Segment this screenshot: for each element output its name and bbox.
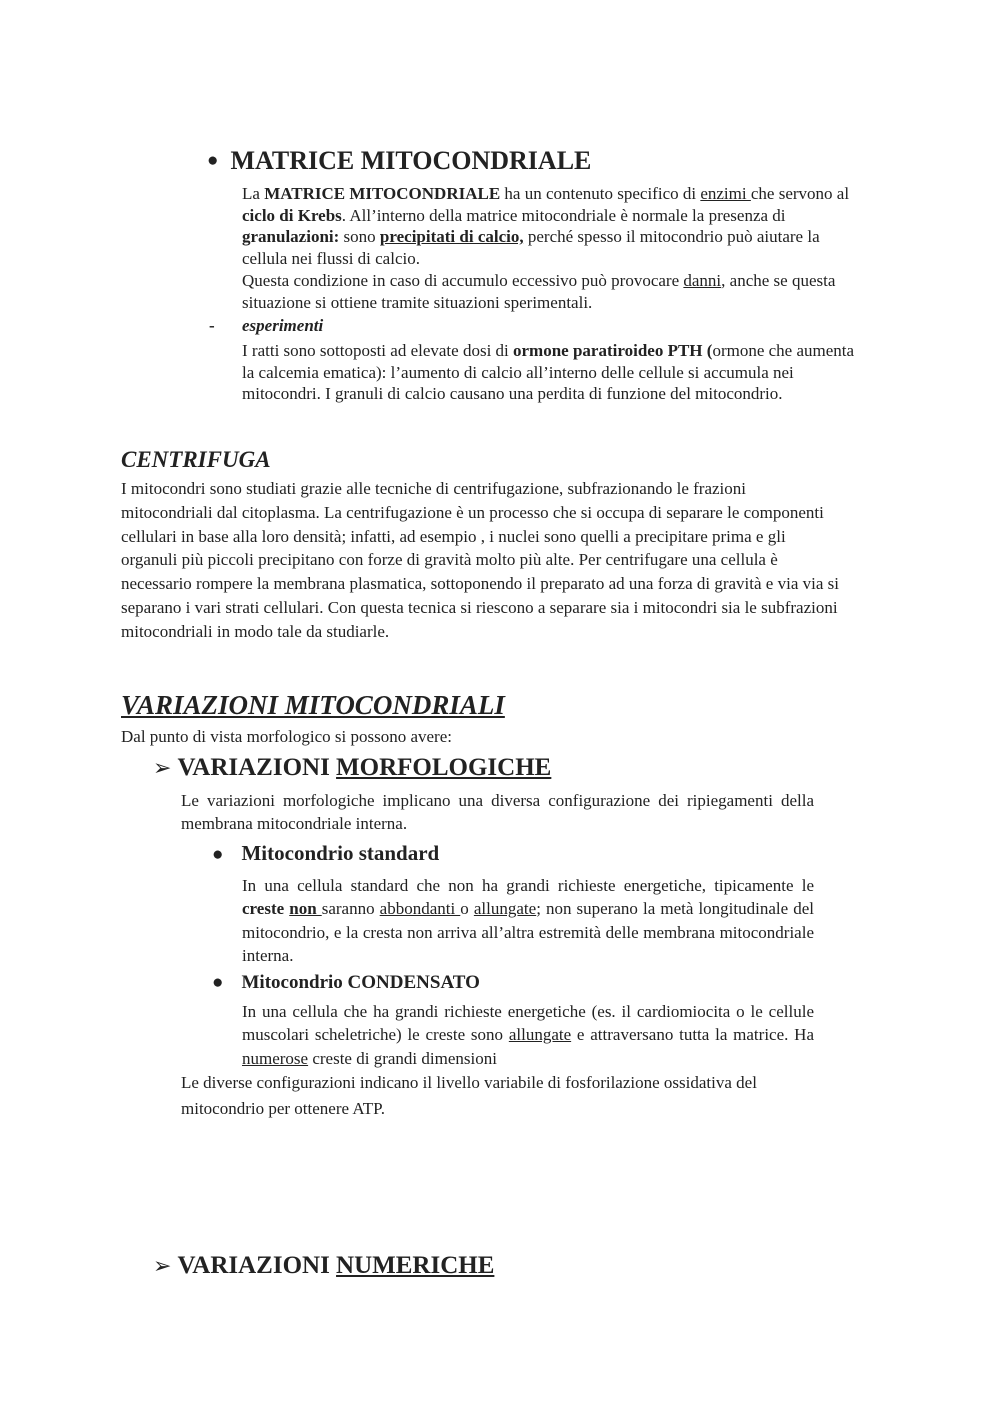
subheading-keyword: NUMERICHE <box>336 1252 495 1279</box>
bullet-icon: ● <box>212 844 224 865</box>
condensato-paragraph <box>242 1000 814 1070</box>
bullet-icon: ● <box>212 972 224 993</box>
section-heading-centrifuga: CENTRIFUGA <box>121 447 271 472</box>
text-run: perché spesso il mitocondrio può aiutare la cellula nei flussi di calcio. <box>242 227 820 268</box>
section-heading-matrice <box>207 146 591 176</box>
esperimenti-label: esperimenti <box>242 316 324 335</box>
text-run: La <box>242 184 265 203</box>
text-run: precipitati di calcio, <box>379 227 524 246</box>
matrice-paragraph-1 <box>242 183 862 269</box>
text-run: In una cellula standard che non ha grandi richieste energetiche, tipicamente le <box>242 876 814 895</box>
text-run: che servono al <box>750 184 850 203</box>
text-run: ; non superano la metà longitudinale del mitocondrio, e la cresta non arriva all’altra estremità delle membrana mitocondriale interna. <box>242 899 815 965</box>
text-run: . All’interno della matrice mitocondriale è normale la presenza di <box>341 205 786 225</box>
text-run: , anche se questa situazione si ottiene tramite situazioni sperimentali. <box>242 271 836 312</box>
text-run: In una cellula che ha grandi richieste energetiche (es. il cardiomiocita o le cellule muscolari scheletriche) le creste sono <box>242 1002 814 1045</box>
text-run: granulazioni: <box>242 227 340 246</box>
section-heading-variazioni: VARIAZIONI MITOCONDRIALI <box>121 690 505 720</box>
text-run: ciclo di Krebs <box>242 205 342 225</box>
text-run: ormone che aumenta la calcemia ematica): l’aumento di calcio all’interno delle cellule si accumula nei mitocondri. I granuli di calcio causano una perdita di funzione del mitocondrio. <box>242 341 855 403</box>
text-run: ormone paratiroideo PTH ( <box>513 341 713 360</box>
matrice-paragraph-2 <box>242 270 862 313</box>
variazioni-intro: Dal punto di vista morfologico si possono avere: <box>121 727 452 746</box>
text-run: allungate <box>508 1025 572 1045</box>
text-run: ha un contenuto specifico di <box>500 184 701 203</box>
text-run: danni <box>683 271 722 290</box>
diverse-configurazioni-paragraph: Le diverse configurazioni indicano il livello variabile di fosforilazione ossidativa del mitocondrio per ottenere ATP. <box>181 1073 757 1118</box>
text-run: MATRICE MITOCONDRIALE <box>264 184 501 203</box>
esperimenti-paragraph <box>242 340 862 405</box>
subheading-prefix: VARIAZIONI <box>177 754 337 781</box>
centrifuga-paragraph: I mitocondri sono studiati grazie alle tecniche di centrifugazione, subfrazionando le frazioni mitocondriali dal citoplasma. La centrifugazione è un processo che si occupa di separare le componenti cellulari in base alla loro densità; infatti, ad esempio , i nuclei sono quelli a precipitare prima e gli organuli più piccoli precipitano con forze di gravità molto più alte. Per centrifugare una cellula è necessario rompere la membrana plasmatica, sottoponendo il preparato ad una forza di gravità e via via si separano i vari strati cellulari. Con questa tecnica si riescono a separare sia i mitocondri sia le subfrazioni mitocondriali in modo tale da studiarle. <box>121 479 839 641</box>
bullet-icon: ● <box>207 150 219 171</box>
text-run: sono <box>339 227 380 246</box>
text-run: saranno <box>321 899 380 919</box>
subheading-keyword: MORFOLOGICHE <box>336 754 552 781</box>
text-run: enzimi <box>700 184 751 203</box>
text-run: e attraversano tutta la matrice. Ha <box>571 1025 814 1045</box>
text-run: numerose <box>242 1048 309 1068</box>
text-run: non <box>289 899 322 919</box>
dash-marker: - <box>209 316 215 335</box>
heading-mitocondrio-condensato <box>212 972 480 994</box>
heading-mitocondrio-standard <box>212 841 439 866</box>
subheading-prefix: VARIAZIONI <box>177 1252 337 1279</box>
subheading-numeriche <box>153 1252 494 1280</box>
text-run: I ratti sono sottoposti ad elevate dosi di <box>242 341 514 360</box>
text-run: o <box>460 899 474 919</box>
text-run: creste <box>242 899 285 919</box>
text-run: abbondanti <box>379 899 461 919</box>
heading-text: Mitocondrio CONDENSATO <box>241 972 480 993</box>
text-run: Questa condizione in caso di accumulo eccessivo può provocare <box>242 271 684 290</box>
arrow-bullet-icon: ➢ <box>153 1254 172 1279</box>
morfologiche-paragraph: Le variazioni morfologiche implicano una diversa configurazione dei ripiegamenti della membrana mitocondriale interna. <box>181 791 814 833</box>
text-run: allungate <box>473 899 537 919</box>
heading-text: MATRICE MITOCONDRIALE <box>230 146 592 175</box>
heading-text: Mitocondrio standard <box>241 841 440 865</box>
standard-paragraph <box>242 874 814 967</box>
subheading-morfologiche <box>153 754 551 782</box>
arrow-bullet-icon: ➢ <box>153 756 172 781</box>
text-run: creste di grandi dimensioni <box>308 1048 497 1068</box>
